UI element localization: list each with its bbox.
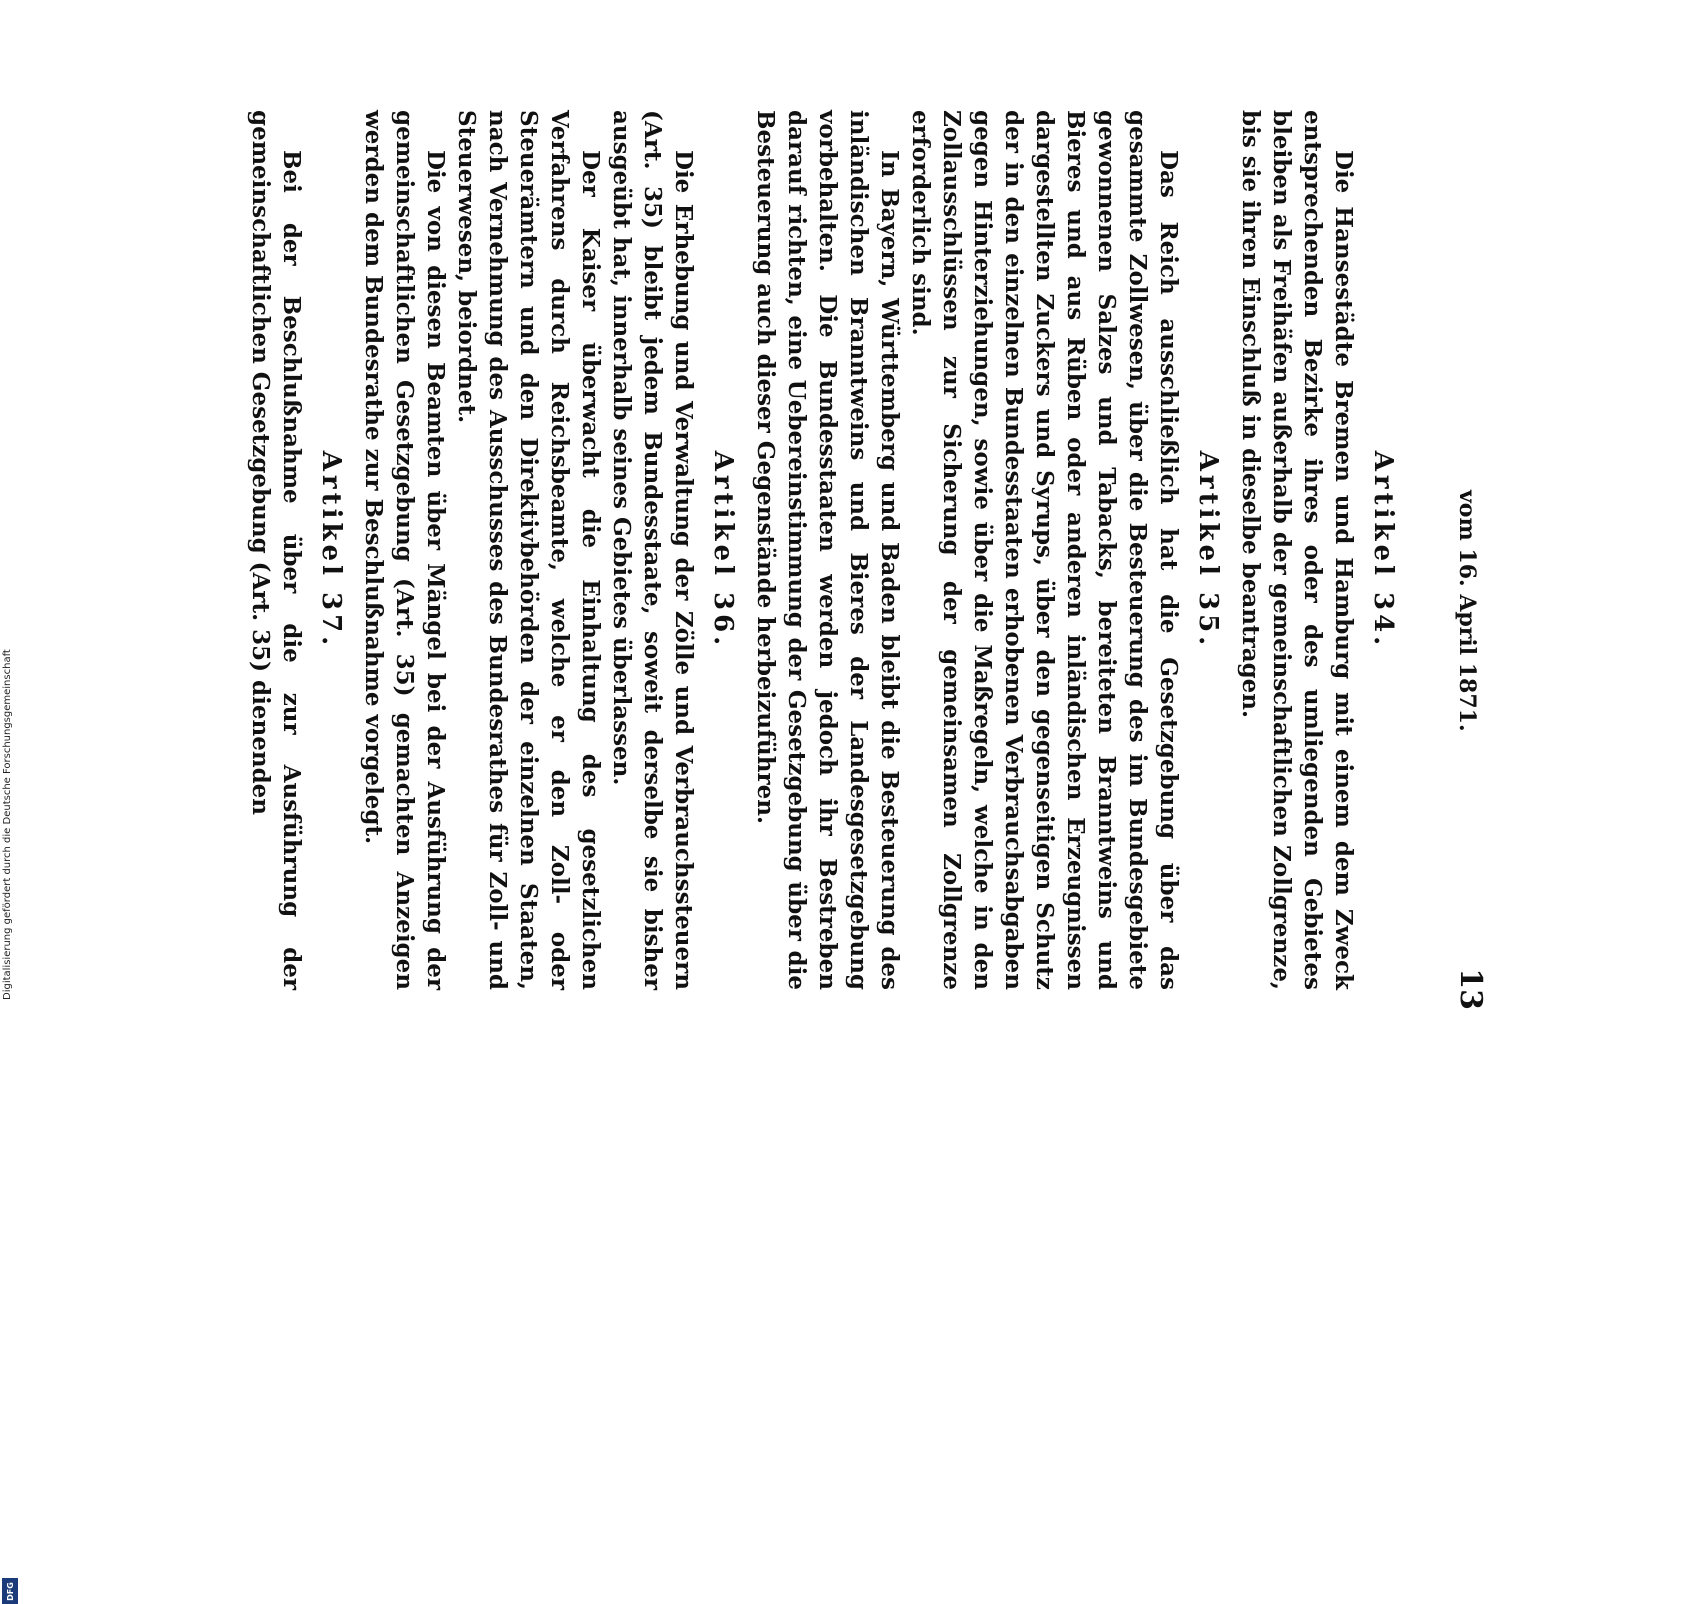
paragraph: Die Hansestädte Bremen und Hamburg mit einem dem Zweck entsprechenden Bezirke ihres oder des umliegenden Gebietes bleiben als Freihäfen außerhalb der gemeinschaftlichen Zollgrenze, bis sie ihren Einschluß in dieselbe beantragen. [1237, 110, 1357, 990]
page-header [1440, 110, 1488, 1010]
paragraph: Die von diesen Beamten über Mängel bei der Ausführung der gemeinschaftlichen Gesetzgebung (Art. 35) gemachten Anzeigen werden dem Bundesrathe zur Beschlußnahme vorgelegt. [360, 110, 449, 990]
paragraph: In Bayern, Württemberg und Baden bleibt die Besteuerung des inländischen Branntweins und Bieres der Landesgesetzgebung vorbehalten. Die Bundesstaaten werden jedoch ihr Bestreben darauf richten, eine Uebereinstimmung der Gesetzgebung über die Besteuerung auch dieser Gegenstände herbeizuführen. [752, 110, 903, 990]
page-number: 13 [1453, 968, 1488, 1010]
credit-text: Digitalisierung gefördert durch die Deutsche Forschungsgemeinschaft [2, 649, 13, 1000]
article-heading: Artikel 35. [1193, 450, 1223, 650]
paragraph: Das Reich ausschließlich hat die Gesetzgebung über das gesammte Zollwesen, über die Besteuerung des im Bundesgebiete gewonnenen Salzes und Tabacks, bereiteten Branntweins und Bieres und aus Rüben oder anderen inländischen Erzeugnissen dargestellten Zuckers und Syrups, über den gegenseitigen Schutz der in den einzelnen Bundesstaaten erhobenen Verbrauchsabgaben gegen Hinterziehungen, sowie über die Maßregeln, welche in den Zollausschlüssen zur Sicherung der gemeinsamen Zollgrenze erforderlich sind. [907, 110, 1182, 990]
paragraph: Der Kaiser überwacht die Einhaltung des gesetzlichen Verfahrens durch Reichsbeamte, welche er den Zoll- oder Steuerämtern und den Direktivbehörden der einzelnen Staaten, nach Vernehmung des Ausschusses des Bundesrathes für Zoll- und Steuerwesen, beiordnet. [453, 110, 604, 990]
article-heading: Artikel 37. [316, 450, 346, 650]
page-date: vom 16. April 1871. [1454, 490, 1480, 732]
paragraph: Bei der Beschlußnahme über die zur Ausführung der gemeinschaftlichen Gesetzgebung (Art. 35) dienenden [247, 110, 305, 990]
scanned-page [0, 50, 1590, 1050]
paragraph: Die Erhebung und Verwaltung der Zölle und Verbrauchssteuern (Art. 35) bleibt jedem Bundesstaate, soweit derselbe sie bisher ausgeübt hat, innerhalb seines Gebietes überlassen. [608, 110, 697, 990]
dfg-logo: DFG [2, 1578, 18, 1604]
article-heading: Artikel 36. [708, 450, 738, 650]
text-column [245, 110, 1410, 990]
article-heading: Artikel 34. [1368, 450, 1398, 650]
